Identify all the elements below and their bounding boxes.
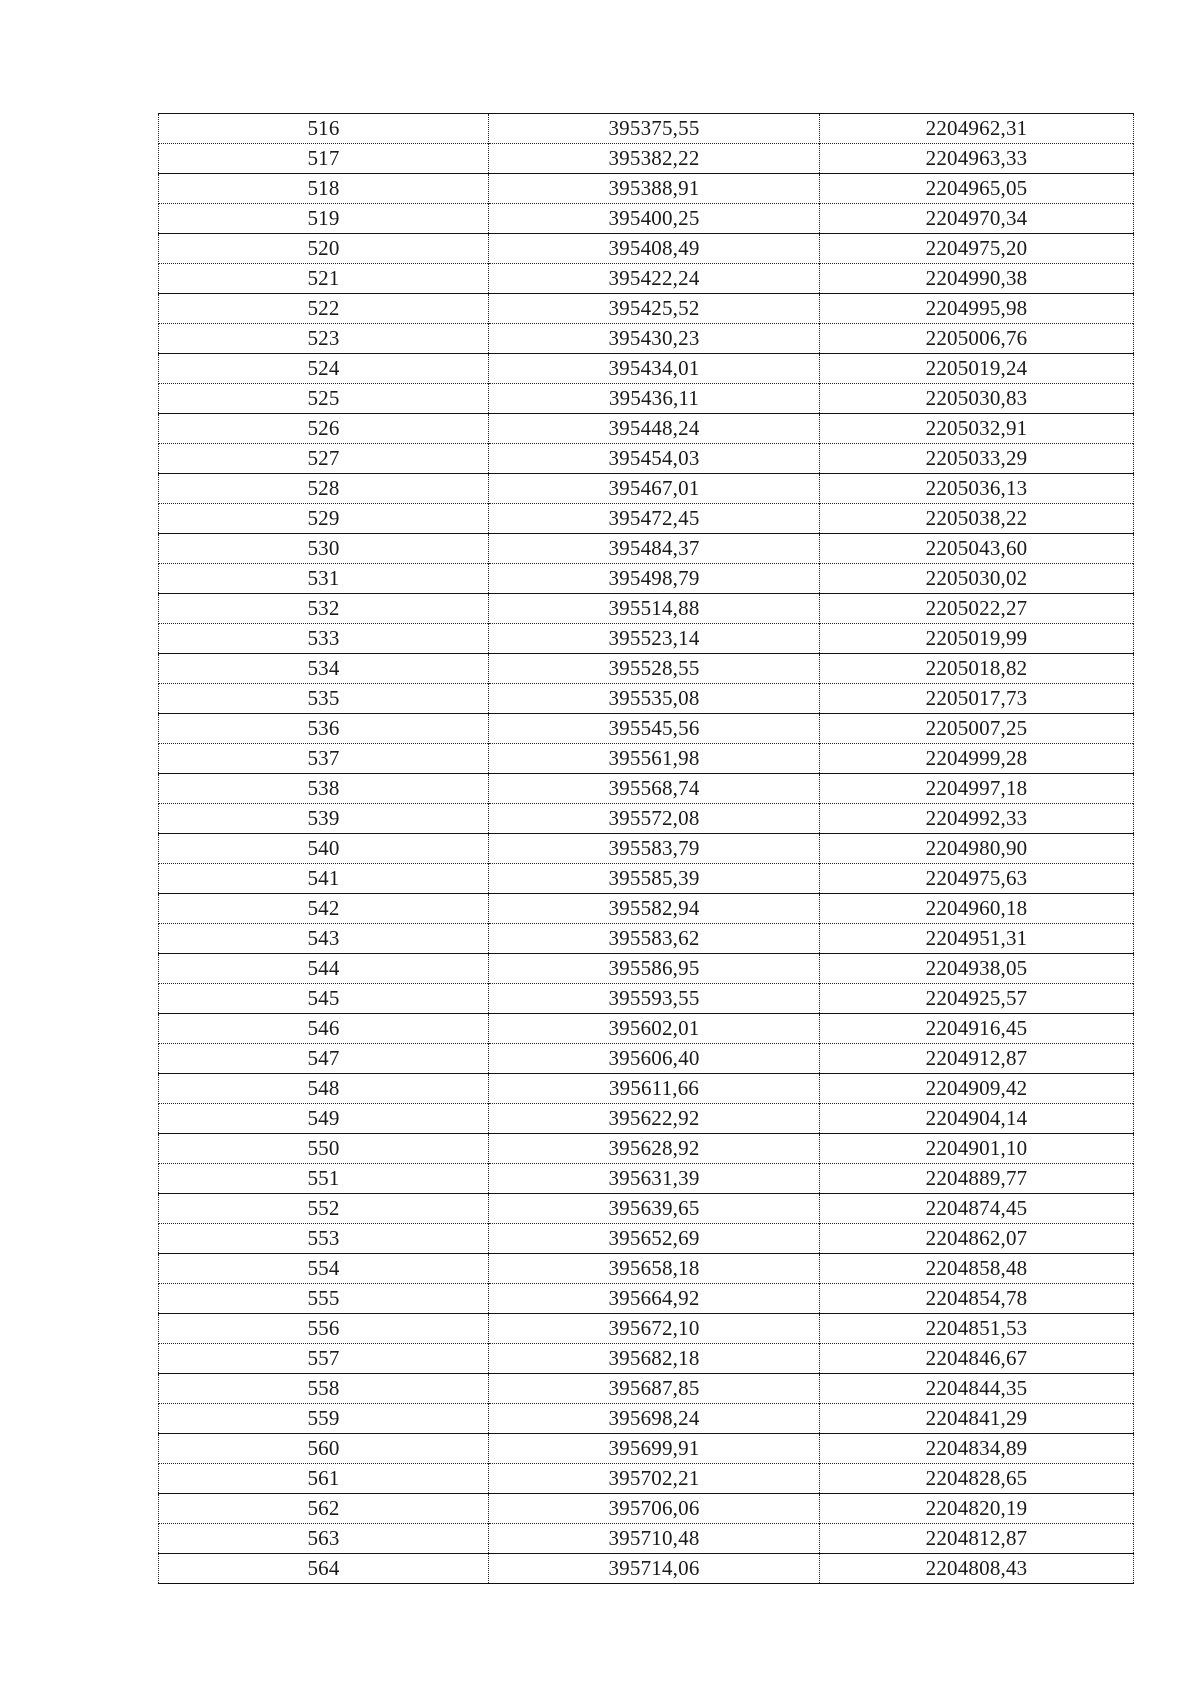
point-number-cell: 534 <box>159 654 489 684</box>
table-row <box>159 1254 1134 1284</box>
x-coordinate-cell: 395622,92 <box>489 1104 820 1134</box>
y-coordinate-cell: 2205007,25 <box>820 714 1134 744</box>
table-row <box>159 1134 1134 1164</box>
x-coordinate-cell: 395448,24 <box>489 414 820 444</box>
point-number-cell: 559 <box>159 1404 489 1434</box>
point-number-cell: 524 <box>159 354 489 384</box>
y-coordinate-cell: 2204846,67 <box>820 1344 1134 1374</box>
y-coordinate-cell: 2205018,82 <box>820 654 1134 684</box>
point-number-cell: 556 <box>159 1314 489 1344</box>
y-coordinate-cell: 2204851,53 <box>820 1314 1134 1344</box>
table-row <box>159 834 1134 864</box>
y-coordinate-cell: 2204925,57 <box>820 984 1134 1014</box>
point-number-cell: 558 <box>159 1374 489 1404</box>
y-coordinate-cell: 2204909,42 <box>820 1074 1134 1104</box>
table-row <box>159 1434 1134 1464</box>
point-number-cell: 535 <box>159 684 489 714</box>
x-coordinate-cell: 395561,98 <box>489 744 820 774</box>
point-number-cell: 540 <box>159 834 489 864</box>
point-number-cell: 555 <box>159 1284 489 1314</box>
x-coordinate-cell: 395586,95 <box>489 954 820 984</box>
point-number-cell: 516 <box>159 114 489 144</box>
point-number-cell: 537 <box>159 744 489 774</box>
table-row <box>159 444 1134 474</box>
point-number-cell: 564 <box>159 1554 489 1584</box>
y-coordinate-cell: 2204975,20 <box>820 234 1134 264</box>
y-coordinate-cell: 2204854,78 <box>820 1284 1134 1314</box>
x-coordinate-cell: 395606,40 <box>489 1044 820 1074</box>
point-number-cell: 550 <box>159 1134 489 1164</box>
table-row <box>159 474 1134 504</box>
point-number-cell: 543 <box>159 924 489 954</box>
x-coordinate-cell: 395628,92 <box>489 1134 820 1164</box>
y-coordinate-cell: 2204874,45 <box>820 1194 1134 1224</box>
point-number-cell: 548 <box>159 1074 489 1104</box>
y-coordinate-cell: 2204999,28 <box>820 744 1134 774</box>
y-coordinate-cell: 2205006,76 <box>820 324 1134 354</box>
y-coordinate-cell: 2204912,87 <box>820 1044 1134 1074</box>
table-row <box>159 594 1134 624</box>
table-row <box>159 504 1134 534</box>
point-number-cell: 562 <box>159 1494 489 1524</box>
point-number-cell: 552 <box>159 1194 489 1224</box>
x-coordinate-cell: 395682,18 <box>489 1344 820 1374</box>
table-row <box>159 624 1134 654</box>
x-coordinate-cell: 395714,06 <box>489 1554 820 1584</box>
table-row <box>159 684 1134 714</box>
y-coordinate-cell: 2204997,18 <box>820 774 1134 804</box>
y-coordinate-cell: 2204901,10 <box>820 1134 1134 1164</box>
point-number-cell: 525 <box>159 384 489 414</box>
x-coordinate-cell: 395467,01 <box>489 474 820 504</box>
table-row <box>159 384 1134 414</box>
x-coordinate-cell: 395436,11 <box>489 384 820 414</box>
point-number-cell: 553 <box>159 1224 489 1254</box>
x-coordinate-cell: 395514,88 <box>489 594 820 624</box>
y-coordinate-cell: 2204990,38 <box>820 264 1134 294</box>
y-coordinate-cell: 2204963,33 <box>820 144 1134 174</box>
point-number-cell: 528 <box>159 474 489 504</box>
table-row <box>159 984 1134 1014</box>
y-coordinate-cell: 2204858,48 <box>820 1254 1134 1284</box>
point-number-cell: 518 <box>159 174 489 204</box>
x-coordinate-cell: 395388,91 <box>489 174 820 204</box>
y-coordinate-cell: 2204995,98 <box>820 294 1134 324</box>
x-coordinate-cell: 395472,45 <box>489 504 820 534</box>
point-number-cell: 517 <box>159 144 489 174</box>
table-row <box>159 1044 1134 1074</box>
point-number-cell: 533 <box>159 624 489 654</box>
y-coordinate-cell: 2204975,63 <box>820 864 1134 894</box>
table-row <box>159 1464 1134 1494</box>
y-coordinate-cell: 2204844,35 <box>820 1374 1134 1404</box>
point-number-cell: 560 <box>159 1434 489 1464</box>
table-row <box>159 324 1134 354</box>
table-row <box>159 234 1134 264</box>
table-row <box>159 1314 1134 1344</box>
table-row <box>159 744 1134 774</box>
x-coordinate-cell: 395702,21 <box>489 1464 820 1494</box>
y-coordinate-cell: 2204962,31 <box>820 114 1134 144</box>
y-coordinate-cell: 2204834,89 <box>820 1434 1134 1464</box>
x-coordinate-cell: 395408,49 <box>489 234 820 264</box>
x-coordinate-cell: 395523,14 <box>489 624 820 654</box>
y-coordinate-cell: 2204820,19 <box>820 1494 1134 1524</box>
y-coordinate-cell: 2204916,45 <box>820 1014 1134 1044</box>
table-row <box>159 414 1134 444</box>
point-number-cell: 519 <box>159 204 489 234</box>
y-coordinate-cell: 2204951,31 <box>820 924 1134 954</box>
x-coordinate-cell: 395498,79 <box>489 564 820 594</box>
x-coordinate-cell: 395593,55 <box>489 984 820 1014</box>
x-coordinate-cell: 395582,94 <box>489 894 820 924</box>
table-row <box>159 114 1134 144</box>
point-number-cell: 544 <box>159 954 489 984</box>
y-coordinate-cell: 2205043,60 <box>820 534 1134 564</box>
x-coordinate-cell: 395583,62 <box>489 924 820 954</box>
table-row <box>159 774 1134 804</box>
point-number-cell: 549 <box>159 1104 489 1134</box>
table-row <box>159 1344 1134 1374</box>
table-row <box>159 1554 1134 1584</box>
x-coordinate-cell: 395583,79 <box>489 834 820 864</box>
x-coordinate-cell: 395535,08 <box>489 684 820 714</box>
table-row <box>159 714 1134 744</box>
point-number-cell: 521 <box>159 264 489 294</box>
y-coordinate-cell: 2205033,29 <box>820 444 1134 474</box>
table-row <box>159 354 1134 384</box>
y-coordinate-cell: 2205030,83 <box>820 384 1134 414</box>
y-coordinate-cell: 2205017,73 <box>820 684 1134 714</box>
x-coordinate-cell: 395430,23 <box>489 324 820 354</box>
x-coordinate-cell: 395706,06 <box>489 1494 820 1524</box>
point-number-cell: 541 <box>159 864 489 894</box>
point-number-cell: 539 <box>159 804 489 834</box>
table-row <box>159 534 1134 564</box>
y-coordinate-cell: 2204980,90 <box>820 834 1134 864</box>
table-row <box>159 564 1134 594</box>
table-row <box>159 1074 1134 1104</box>
table-row <box>159 924 1134 954</box>
y-coordinate-cell: 2204828,65 <box>820 1464 1134 1494</box>
x-coordinate-cell: 395687,85 <box>489 1374 820 1404</box>
point-number-cell: 542 <box>159 894 489 924</box>
table-row <box>159 864 1134 894</box>
y-coordinate-cell: 2205019,24 <box>820 354 1134 384</box>
table-row <box>159 294 1134 324</box>
point-number-cell: 554 <box>159 1254 489 1284</box>
x-coordinate-cell: 395425,52 <box>489 294 820 324</box>
x-coordinate-cell: 395710,48 <box>489 1524 820 1554</box>
table-row <box>159 204 1134 234</box>
x-coordinate-cell: 395611,66 <box>489 1074 820 1104</box>
table-row <box>159 1104 1134 1134</box>
y-coordinate-cell: 2204812,87 <box>820 1524 1134 1554</box>
point-number-cell: 527 <box>159 444 489 474</box>
table-row <box>159 174 1134 204</box>
point-number-cell: 536 <box>159 714 489 744</box>
x-coordinate-cell: 395568,74 <box>489 774 820 804</box>
point-number-cell: 522 <box>159 294 489 324</box>
table-row <box>159 1374 1134 1404</box>
coordinates-table-body <box>159 114 1134 1584</box>
x-coordinate-cell: 395434,01 <box>489 354 820 384</box>
table-row <box>159 1194 1134 1224</box>
table-row <box>159 1284 1134 1314</box>
x-coordinate-cell: 395698,24 <box>489 1404 820 1434</box>
table-row <box>159 144 1134 174</box>
x-coordinate-cell: 395382,22 <box>489 144 820 174</box>
y-coordinate-cell: 2204992,33 <box>820 804 1134 834</box>
point-number-cell: 545 <box>159 984 489 1014</box>
point-number-cell: 557 <box>159 1344 489 1374</box>
y-coordinate-cell: 2205030,02 <box>820 564 1134 594</box>
x-coordinate-cell: 395699,91 <box>489 1434 820 1464</box>
point-number-cell: 531 <box>159 564 489 594</box>
y-coordinate-cell: 2204965,05 <box>820 174 1134 204</box>
y-coordinate-cell: 2204862,07 <box>820 1224 1134 1254</box>
coordinates-table <box>158 113 1134 1584</box>
table-row <box>159 954 1134 984</box>
point-number-cell: 551 <box>159 1164 489 1194</box>
table-row <box>159 1524 1134 1554</box>
table-row <box>159 264 1134 294</box>
point-number-cell: 529 <box>159 504 489 534</box>
x-coordinate-cell: 395484,37 <box>489 534 820 564</box>
y-coordinate-cell: 2204970,34 <box>820 204 1134 234</box>
x-coordinate-cell: 395639,65 <box>489 1194 820 1224</box>
x-coordinate-cell: 395631,39 <box>489 1164 820 1194</box>
point-number-cell: 561 <box>159 1464 489 1494</box>
x-coordinate-cell: 395672,10 <box>489 1314 820 1344</box>
x-coordinate-cell: 395545,56 <box>489 714 820 744</box>
point-number-cell: 563 <box>159 1524 489 1554</box>
y-coordinate-cell: 2204904,14 <box>820 1104 1134 1134</box>
point-number-cell: 538 <box>159 774 489 804</box>
y-coordinate-cell: 2205032,91 <box>820 414 1134 444</box>
x-coordinate-cell: 395375,55 <box>489 114 820 144</box>
x-coordinate-cell: 395602,01 <box>489 1014 820 1044</box>
y-coordinate-cell: 2205019,99 <box>820 624 1134 654</box>
x-coordinate-cell: 395652,69 <box>489 1224 820 1254</box>
table-row <box>159 1164 1134 1194</box>
y-coordinate-cell: 2204808,43 <box>820 1554 1134 1584</box>
point-number-cell: 523 <box>159 324 489 354</box>
y-coordinate-cell: 2204889,77 <box>820 1164 1134 1194</box>
y-coordinate-cell: 2205038,22 <box>820 504 1134 534</box>
table-row <box>159 1014 1134 1044</box>
x-coordinate-cell: 395528,55 <box>489 654 820 684</box>
point-number-cell: 532 <box>159 594 489 624</box>
y-coordinate-cell: 2204938,05 <box>820 954 1134 984</box>
table-row <box>159 1224 1134 1254</box>
y-coordinate-cell: 2204960,18 <box>820 894 1134 924</box>
y-coordinate-cell: 2205036,13 <box>820 474 1134 504</box>
point-number-cell: 547 <box>159 1044 489 1074</box>
y-coordinate-cell: 2204841,29 <box>820 1404 1134 1434</box>
point-number-cell: 520 <box>159 234 489 264</box>
x-coordinate-cell: 395400,25 <box>489 204 820 234</box>
table-row <box>159 1494 1134 1524</box>
y-coordinate-cell: 2205022,27 <box>820 594 1134 624</box>
x-coordinate-cell: 395572,08 <box>489 804 820 834</box>
x-coordinate-cell: 395454,03 <box>489 444 820 474</box>
table-row <box>159 654 1134 684</box>
table-row <box>159 804 1134 834</box>
x-coordinate-cell: 395585,39 <box>489 864 820 894</box>
x-coordinate-cell: 395658,18 <box>489 1254 820 1284</box>
point-number-cell: 526 <box>159 414 489 444</box>
table-row <box>159 1404 1134 1434</box>
point-number-cell: 530 <box>159 534 489 564</box>
x-coordinate-cell: 395422,24 <box>489 264 820 294</box>
point-number-cell: 546 <box>159 1014 489 1044</box>
x-coordinate-cell: 395664,92 <box>489 1284 820 1314</box>
table-row <box>159 894 1134 924</box>
